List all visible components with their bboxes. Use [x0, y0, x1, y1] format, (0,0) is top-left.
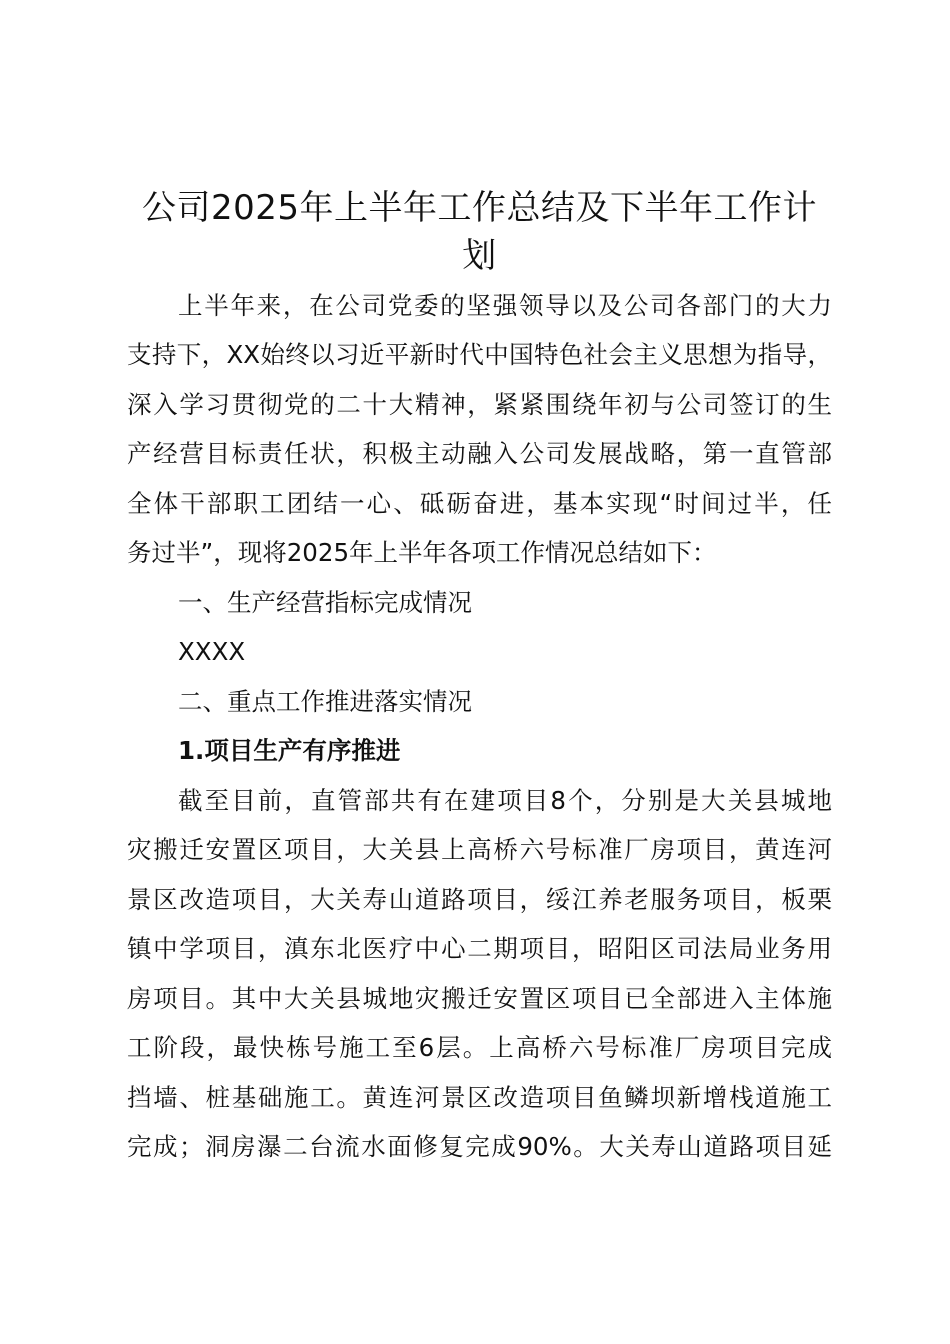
- subsection-1-line-3: 景区改造项目，大关寿山道路项目，绥江养老服务项目，板栗: [127, 885, 832, 914]
- intro-line-3: 深入学习贯彻党的二十大精神，紧紧围绕年初与公司签订的生: [127, 390, 832, 419]
- subsection-1-line-6: 工阶段，最快栋号施工至6层。上高桥六号标准厂房项目完成: [127, 1033, 832, 1062]
- subsection-1-line-4: 镇中学项目，滇东北医疗中心二期项目，昭阳区司法局业务用: [127, 934, 832, 963]
- section-1-heading: 一、生产经营指标完成情况: [178, 588, 472, 617]
- intro-line-5: 全体干部职工团结一心、砥砺奋进，基本实现“时间过半，任: [127, 489, 832, 518]
- section-2-heading: 二、重点工作推进落实情况: [178, 687, 472, 716]
- intro-line-2: 支持下，XX始终以习近平新时代中国特色社会主义思想为指导，: [127, 340, 832, 369]
- subsection-1-heading: 1.项目生产有序推进: [178, 736, 401, 765]
- document-title-line-1: 公司2025年上半年工作总结及下半年工作计: [141, 188, 818, 228]
- subsection-1-line-1: 截至目前，直管部共有在建项目8个，分别是大关县城地: [178, 786, 832, 815]
- subsection-1-line-2: 灾搬迁安置区项目，大关县上高桥六号标准厂房项目，黄连河: [127, 835, 832, 864]
- intro-line-6: 务过半”，现将2025年上半年各项工作情况总结如下：: [127, 538, 717, 567]
- subsection-1-line-7: 挡墙、桩基础施工。黄连河景区改造项目鱼鳞坝新增栈道施工: [127, 1083, 832, 1112]
- document-title-line-2: 划: [462, 236, 497, 276]
- subsection-1-line-8: 完成；洞房瀑二台流水面修复完成90%。大关寿山道路项目延: [127, 1132, 832, 1161]
- section-1-body: XXXX: [178, 637, 246, 666]
- subsection-1-line-5: 房项目。其中大关县城地灾搬迁安置区项目已全部进入主体施: [127, 984, 832, 1013]
- intro-line-1: 上半年来，在公司党委的坚强领导以及公司各部门的大力: [178, 291, 832, 320]
- intro-line-4: 产经营目标责任状，积极主动融入公司发展战略，第一直管部: [127, 439, 832, 468]
